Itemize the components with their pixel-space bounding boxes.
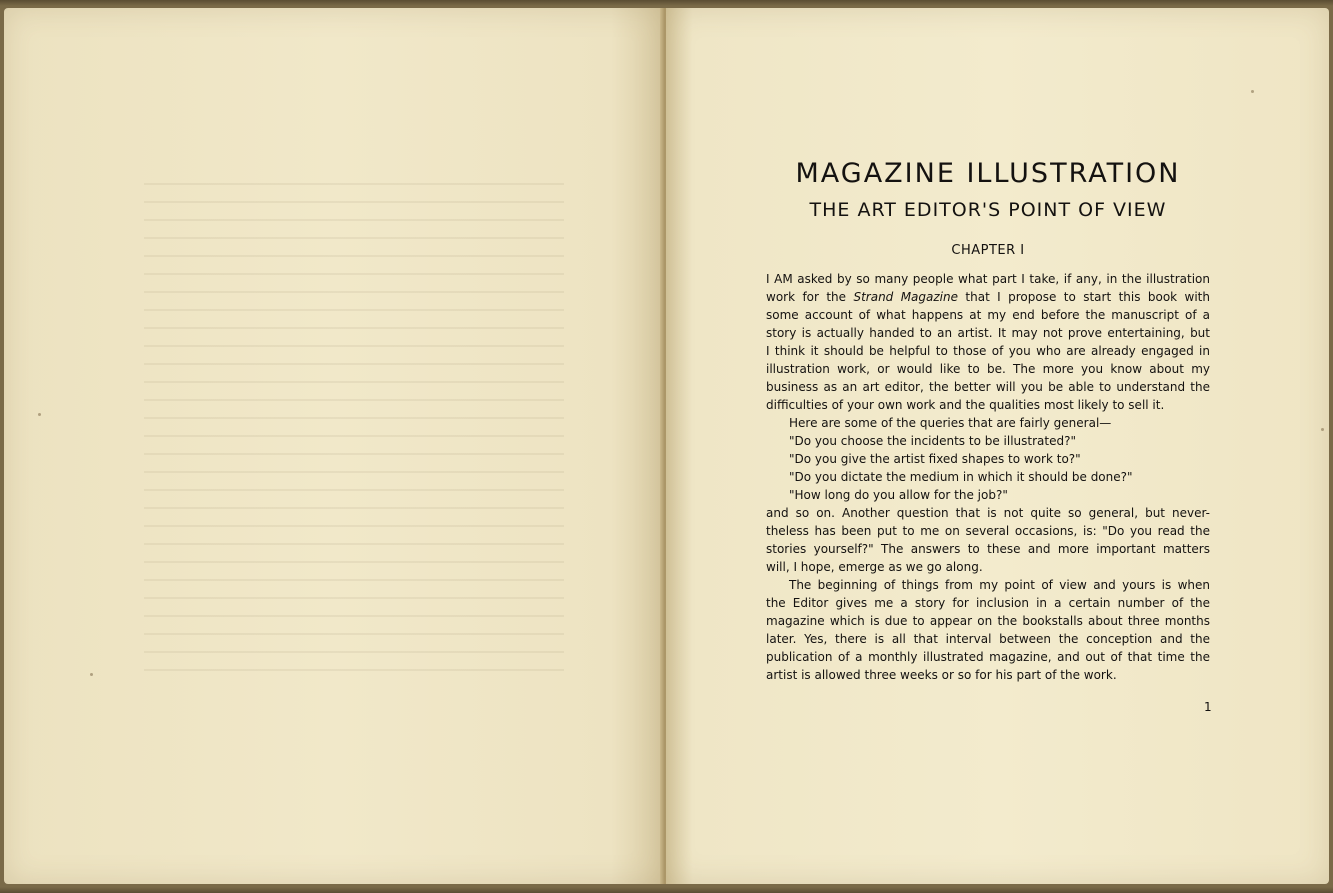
text-line: and so on. Another question that is not quite so general, but never- [766, 506, 1210, 520]
text-line: the Editor gives me a story for inclusion in a certain number of the [766, 596, 1210, 610]
page-number: 1 [1204, 700, 1212, 714]
book-title: MAGAZINE ILLUSTRATION [795, 158, 1181, 189]
text-fragment: that I propose to start this book with [958, 290, 1210, 304]
query-line: "Do you dictate the medium in which it should be done?" [789, 470, 1133, 484]
paper-speck [1321, 428, 1324, 431]
book-subtitle: THE ART EDITOR'S POINT OF VIEW [809, 199, 1167, 221]
text-line: business as an art editor, the better will you be able to understand the [766, 380, 1210, 394]
text-line: The beginning of things from my point of view and yours is when [789, 578, 1210, 592]
page-text-block [766, 158, 1210, 684]
text-line: illustration work, or would like to be. The more you know about my [766, 362, 1210, 376]
text-line: later. Yes, there is all that interval between the conception and the [766, 632, 1210, 646]
query-line: "Do you give the artist fixed shapes to work to?" [789, 452, 1081, 466]
query-line: "Do you choose the incidents to be illustrated?" [789, 434, 1076, 448]
text-line: theless has been put to me on several occasions, is: "Do you read the [766, 524, 1210, 538]
paper-speck [90, 673, 93, 676]
text-line: I think it should be helpful to those of you who are already engaged in [766, 344, 1210, 358]
magazine-name: Strand Magazine [853, 290, 958, 304]
paper-speck [38, 413, 41, 416]
text-line: I AM asked by so many people what part I take, if any, in the illustration [766, 272, 1210, 286]
show-through-text [144, 183, 564, 683]
text-line: stories yourself?" The answers to these and more important matters [766, 542, 1210, 556]
text-line: will, I hope, emerge as we go along. [766, 560, 983, 574]
text-line: story is actually handed to an artist. It may not prove entertaining, but [766, 326, 1210, 340]
chapter-body [766, 270, 1210, 684]
left-page-blank [4, 8, 664, 884]
text-line [766, 288, 1210, 306]
text-line: Here are some of the queries that are fairly general— [789, 416, 1112, 430]
text-line: difficulties of your own work and the qualities most likely to sell it. [766, 398, 1165, 412]
text-line: magazine which is due to appear on the bookstalls about three months [766, 614, 1210, 628]
query-line: "How long do you allow for the job?" [789, 488, 1008, 502]
text-line: artist is allowed three weeks or so for his part of the work. [766, 668, 1117, 682]
paper-speck [1251, 90, 1254, 93]
text-fragment: work for the [766, 290, 854, 304]
text-line: some account of what happens at my end before the manuscript of a [766, 308, 1210, 322]
chapter-heading: CHAPTER I [951, 243, 1025, 258]
text-line: publication of a monthly illustrated magazine, and out of that time the [766, 650, 1210, 664]
right-page [666, 8, 1329, 884]
